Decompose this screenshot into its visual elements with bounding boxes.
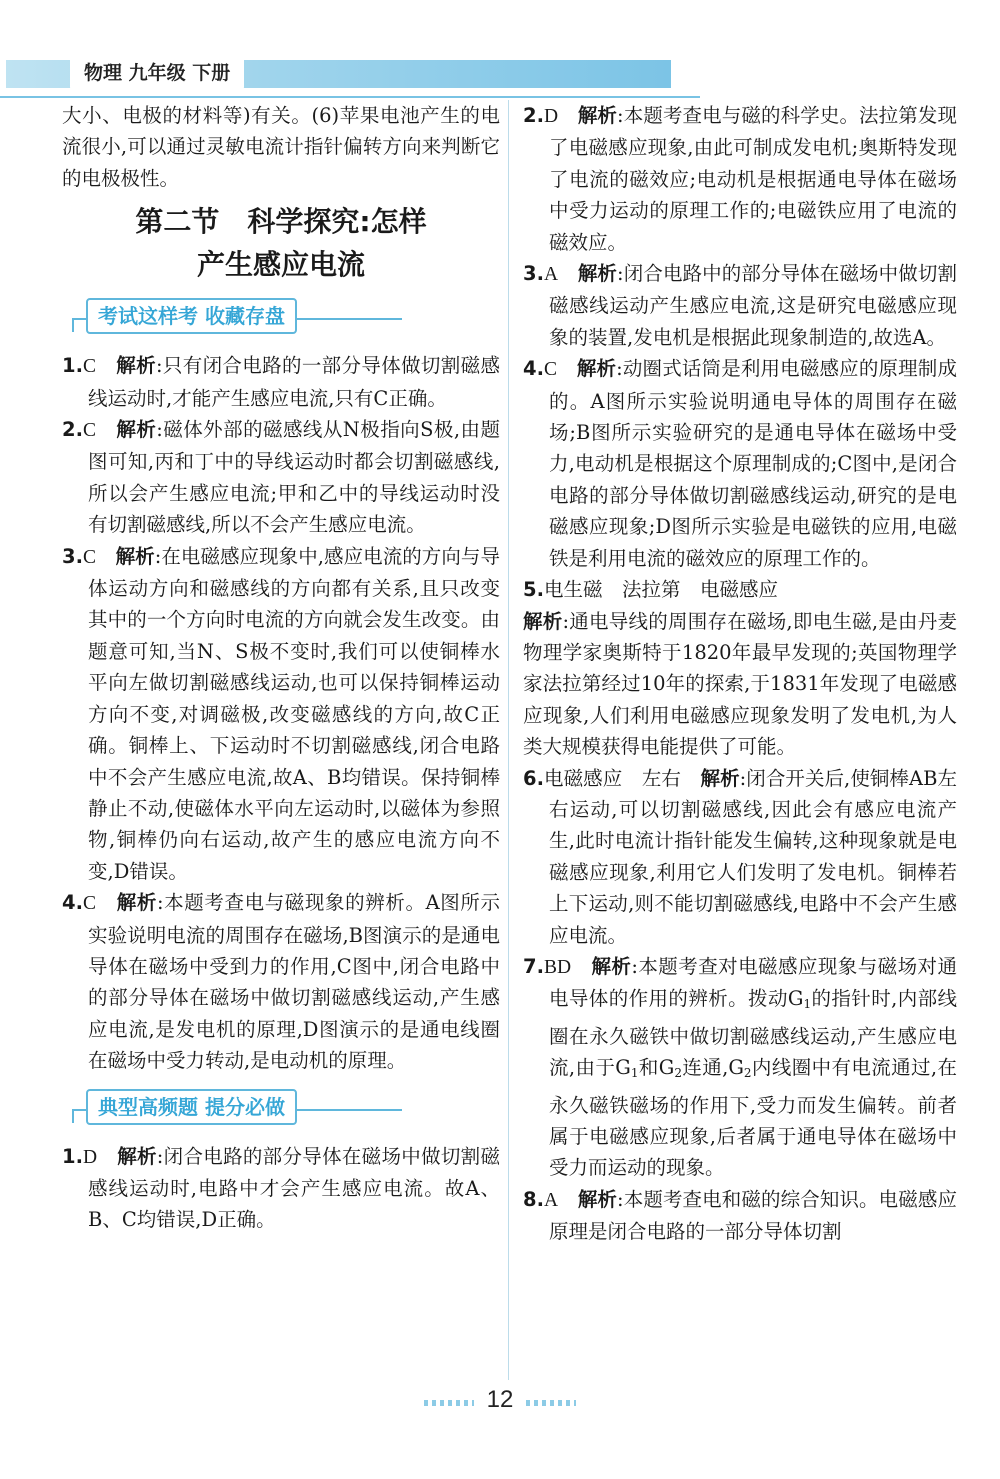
item-number: 3. bbox=[62, 544, 83, 568]
item-keyword: 解析 bbox=[116, 354, 156, 378]
subscript: 1 bbox=[803, 997, 812, 1012]
item-text: :本题考查电和磁的综合知识。电磁感应原理是闭合电路的一部分导体切割 bbox=[549, 1187, 957, 1244]
section-title-line-2: 产生感应电流 bbox=[196, 248, 365, 282]
item-keyword: 解析 bbox=[700, 766, 740, 790]
item-number: 2. bbox=[62, 418, 83, 442]
list-item bbox=[523, 353, 957, 574]
item-answer: C bbox=[82, 356, 96, 378]
item-text: :在电磁感应现象中,感应电流的方向与导体运动方向和磁感线的方向都有关系,且只改变其中的一个方向时电流的方向就会发生改变。由题意可知,当N、S极不变时,我们可以使铜棒水平向左做切割磁感线运动,也可以保持铜棒运动方向不变,对调磁极,改变磁感线的方向,故C正确。铜棒上、下运动时不切割磁感线,闭合电路中不会产生感应电流,故A、B均错误。保持铜棒静止不动,使磁体水平向左运动时,以磁体为参照物,铜棒仍向右运动,故产生的感应电流方向不变,D错误。 bbox=[88, 544, 500, 883]
column-divider bbox=[508, 100, 509, 1380]
item-answer: D bbox=[82, 1146, 98, 1168]
item-keyword: 解析 bbox=[116, 418, 157, 442]
item-number: 1. bbox=[62, 354, 83, 378]
banner-frequent bbox=[72, 1087, 402, 1127]
frequent-items bbox=[62, 1141, 500, 1236]
item-text: :本题考查对电磁感应现象与磁场对通电导体的作用的辨析。拨动G bbox=[549, 954, 957, 1011]
item-keyword: 解析 bbox=[116, 891, 157, 915]
right-column bbox=[523, 100, 957, 1248]
banner-exam bbox=[72, 296, 402, 336]
item-keyword: 解析 bbox=[576, 357, 617, 381]
item-keyword: 解析 bbox=[591, 954, 632, 978]
list-item bbox=[62, 887, 500, 1076]
item-answer: C bbox=[82, 893, 96, 915]
item-number: 2. bbox=[523, 104, 544, 127]
footer-ornament bbox=[424, 1400, 474, 1406]
item-number: 5. bbox=[523, 578, 544, 602]
item-number: 4. bbox=[62, 891, 83, 915]
item-keyword: 解析 bbox=[577, 1187, 618, 1211]
list-item bbox=[523, 100, 957, 258]
banner-exam-label: 考试这样考 收藏存盘 bbox=[86, 298, 297, 334]
banner-hook bbox=[72, 318, 74, 332]
list-item bbox=[62, 350, 500, 414]
left-column bbox=[62, 100, 500, 1236]
section-title bbox=[62, 200, 500, 286]
item-answer: A bbox=[543, 1189, 559, 1211]
subscript: 1 bbox=[630, 1066, 639, 1081]
item-text: :本题考查电与磁的科学史。法拉第发现了电磁感应现象,由此可制成发电机;奥斯特发现了电流的磁效应;电动机是根据通电导体在磁场中受力运动的原理工作的;电磁铁应用了电流的磁效应。 bbox=[549, 104, 957, 254]
header-rule bbox=[0, 96, 700, 98]
page-footer bbox=[0, 1382, 1000, 1422]
item-keyword: 解析 bbox=[115, 544, 155, 568]
item-keyword: 解析 bbox=[577, 262, 618, 286]
item-number: 1. bbox=[62, 1144, 83, 1168]
item-text: :本题考查电与磁现象的辨析。A图所示实验说明电流的周围存在磁场,B图演示的是通电导体在磁场中受到力的作用,C图中,闭合电路中的部分导体在磁场中做切割磁感线运动,产生感应电流,是发电机的原理,D图演示的是通电线圈在磁场中受力转动,是电动机的原理。 bbox=[88, 891, 500, 1073]
item-answer: C bbox=[543, 359, 557, 381]
page-number: 12 bbox=[486, 1386, 514, 1413]
item-text: :磁体外部的磁感线从N极指向S极,由题图可知,丙和丁中的导线运动时都会切割磁感线,所以会产生感应电流;甲和乙中的导线运动时没有切割磁感线,所以不会产生感应电流。 bbox=[88, 418, 500, 537]
item-answer: D bbox=[543, 106, 559, 127]
item-answer: A bbox=[543, 264, 559, 286]
exam-items bbox=[62, 350, 500, 1076]
item-text: 的指针时,内部线圈在永久磁铁中做切割磁感线运动,产生感应电流,由于G bbox=[549, 987, 958, 1080]
item-keyword: 解析 bbox=[577, 104, 618, 127]
item-number: 3. bbox=[523, 262, 544, 286]
list-item bbox=[523, 951, 957, 1184]
list-item bbox=[523, 1184, 957, 1248]
banner-frequent-label: 典型高频题 提分必做 bbox=[86, 1089, 297, 1125]
list-item bbox=[62, 1141, 500, 1236]
item-explanation bbox=[523, 606, 957, 763]
item-keyword: 解析 bbox=[523, 609, 563, 633]
item-text: :闭合电路中的部分导体在磁场中做切割磁感线运动产生感应电流,这是研究电磁感应现象的装置,发电机是根据此现象制造的,故选A。 bbox=[549, 262, 957, 349]
item-text: :只有闭合电路的一部分导体做切割磁感线运动时,才能产生感应电流,只有C正确。 bbox=[88, 354, 500, 410]
item-text: :通电导线的周围存在磁场,即电生磁,是由丹麦物理学家奥斯特于1820年最早发现的;英国物理学家法拉第经过10年的探索,于1831年发现了电磁感应现象,人们利用电磁感应现象发明了发电机,为人类大规模获得电能提供了可能。 bbox=[523, 609, 957, 759]
list-item bbox=[62, 541, 500, 887]
item-text: 连通,G bbox=[681, 1056, 744, 1080]
item-answer: C bbox=[82, 420, 96, 442]
item-answer: 电生磁 法拉第 电磁感应 bbox=[543, 578, 778, 602]
item-number: 7. bbox=[523, 954, 544, 978]
item-number: 4. bbox=[523, 357, 544, 381]
item-text: :动圈式话筒是利用电磁感应的原理制成的。A图所示实验说明通电导体的周围存在磁场;B图所示实验研究的是通电导体在磁场中受力,电动机是根据这个原理制成的;C图中,是闭合电路的部分导体做切割磁感线运动,研究的是电磁感应现象;D图所示实验是电磁铁的应用,电磁铁是利用电流的磁效应的原理工作的。 bbox=[549, 357, 957, 570]
page-header bbox=[0, 52, 1000, 98]
item-keyword: 解析 bbox=[117, 1144, 157, 1168]
item-answer: BD bbox=[543, 956, 572, 978]
subscript: 2 bbox=[674, 1066, 682, 1081]
list-item bbox=[523, 258, 957, 353]
item-text: 和G bbox=[638, 1056, 675, 1080]
banner-hook bbox=[72, 1109, 74, 1123]
list-item bbox=[62, 414, 500, 541]
item-text: :闭合电路的部分导体在磁场中做切割磁感线运动时,电路中才会产生感应电流。故A、B、C均错误,D正确。 bbox=[88, 1144, 500, 1232]
footer-ornament bbox=[526, 1400, 576, 1406]
item-answer: 电磁感应 左右 bbox=[543, 766, 681, 790]
item-answer: C bbox=[82, 546, 96, 568]
item-number: 6. bbox=[523, 766, 544, 790]
section-title-line-1: 第二节 科学探究:怎样 bbox=[135, 205, 427, 239]
list-item bbox=[523, 763, 957, 951]
item-text: 内线圈中有电流通过,在永久磁铁磁场的作用下,受力而发生偏转。前者属于电磁感应现象,后者属于通电导体在磁场中受力而运动的现象。 bbox=[549, 1056, 957, 1180]
item-number: 8. bbox=[523, 1187, 544, 1211]
list-item bbox=[523, 574, 957, 605]
item-text: :闭合开关后,使铜棒AB左右运动,可以切割磁感线,因此会有感应电流产生,此时电流计指针能发生偏转,这种现象就是电磁感应现象,利用它人们发明了发电机。铜棒若上下运动,则不能切割磁感线,电路中不会产生感应电流。 bbox=[549, 766, 957, 947]
intro-paragraph: 大小、电极的材料等)有关。(6)苹果电池产生的电流很小,可以通过灵敏电流计指针偏转方向来判断它的电极极性。 bbox=[62, 104, 500, 190]
subscript: 2 bbox=[743, 1066, 752, 1081]
header-title: 物理 九年级 下册 bbox=[70, 56, 244, 90]
